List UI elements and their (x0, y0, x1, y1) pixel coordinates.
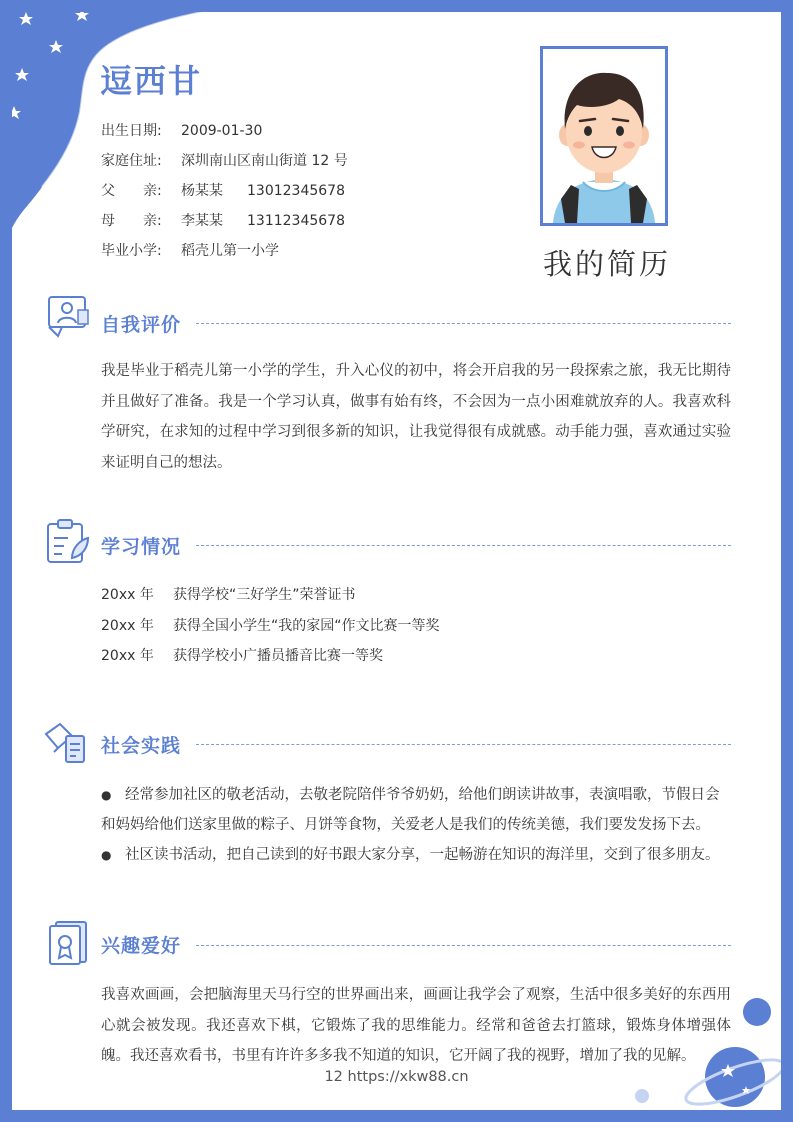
practice-text: 社区读书活动，把自己读到的好书跟大家分享，一起畅游在知识的海洋里，交到了很多朋友。 (125, 847, 720, 863)
award-list (101, 580, 440, 672)
address-value: 深圳南山区南山街道 12 号 (181, 153, 348, 169)
practice-item (101, 840, 731, 870)
address-label: 家庭住址: (101, 153, 162, 169)
birth-value: 2009-01-30 (181, 123, 263, 139)
father-name: 杨某某 (181, 183, 223, 199)
mother-phone: 13112345678 (247, 213, 345, 229)
award-year: 20xx 年 (101, 587, 154, 603)
hobby-certificate-icon (46, 920, 92, 966)
award-text: 获得学校小广播员播音比赛一等奖 (173, 648, 383, 664)
practice-text: 经常参加社区的敬老活动，去敬老院陪伴爷爷奶奶，给他们朗读讲故事，表演唱歌，节假日会和妈妈给他们送家里做的粽子、月饼等食物，关爱老人是我们的传统美德，我们要发发扬下去。 (101, 787, 720, 833)
self-evaluation-title: 自我评价 (101, 314, 182, 336)
father-label: 父 亲: (101, 183, 162, 199)
mother-label: 母 亲: (101, 213, 162, 229)
birth-label: 出生日期: (101, 123, 162, 139)
student-name: 逗西甘 (100, 62, 203, 100)
father-phone: 13012345678 (247, 183, 345, 199)
school-row (101, 236, 348, 266)
practice-item (101, 780, 731, 840)
section-divider (196, 323, 731, 324)
section-divider (196, 744, 731, 745)
self-evaluation-text: 我是毕业于稻壳儿第一小学的学生，升入心仪的初中，将会开启我的另一段探索之旅，我无比期待并且做好了准备。我是一个学习认真，做事有始有终，不会因为一点小困难就放弃的人。我喜欢科学研究，在求知的过程中学习到很多新的知识，让我觉得很有成就感。动手能力强，喜欢通过实验来证明自己的想法。 (101, 363, 731, 471)
school-value: 稻壳儿第一小学 (181, 243, 279, 259)
section-divider (196, 545, 731, 546)
study-title: 学习情况 (101, 536, 182, 558)
address-row (101, 146, 348, 176)
mother-name: 李某某 (181, 213, 223, 229)
boy-avatar-icon (543, 49, 665, 223)
bullet-icon: ● (101, 788, 112, 802)
award-item (101, 641, 440, 672)
resume-page (12, 12, 781, 1110)
award-item (101, 611, 440, 642)
school-label: 毕业小学: (101, 243, 162, 259)
self-evaluation-icon (46, 294, 92, 340)
planet-decoration-icon (632, 992, 781, 1110)
father-row (101, 176, 348, 206)
birth-row (101, 116, 348, 146)
mother-row (101, 206, 348, 236)
page-footer: 12 https://xkw88.cn (324, 1069, 469, 1085)
study-clipboard-icon (44, 518, 92, 566)
social-practice-icon (42, 718, 92, 768)
award-text: 获得全国小学生“我的家园“作文比赛一等奖 (173, 617, 440, 634)
award-year: 20xx 年 (101, 648, 154, 664)
award-item (101, 580, 440, 611)
award-text: 获得学校“三好学生”荣誉证书 (173, 587, 356, 603)
resume-title: 我的简历 (542, 247, 671, 281)
hobby-text: 我喜欢画画，会把脑海里天马行空的世界画出来，画画让我学会了观察，生活中很多美好的东西用心就会被发现。我还喜欢下棋，它锻炼了我的思维能力。经常和爸爸去打篮球，锻炼身体增强体魄。我还喜欢看书，书里有许许多多我不知道的知识，它开阔了我的视野，增加了我的见解。 (101, 987, 731, 1064)
hobby-title: 兴趣爱好 (101, 935, 182, 957)
award-year: 20xx 年 (101, 617, 154, 634)
bullet-icon: ● (101, 848, 112, 862)
section-divider (196, 945, 731, 946)
basic-info (101, 116, 348, 266)
practice-list (101, 780, 731, 870)
profile-photo (540, 46, 668, 226)
social-practice-title: 社会实践 (101, 735, 182, 757)
